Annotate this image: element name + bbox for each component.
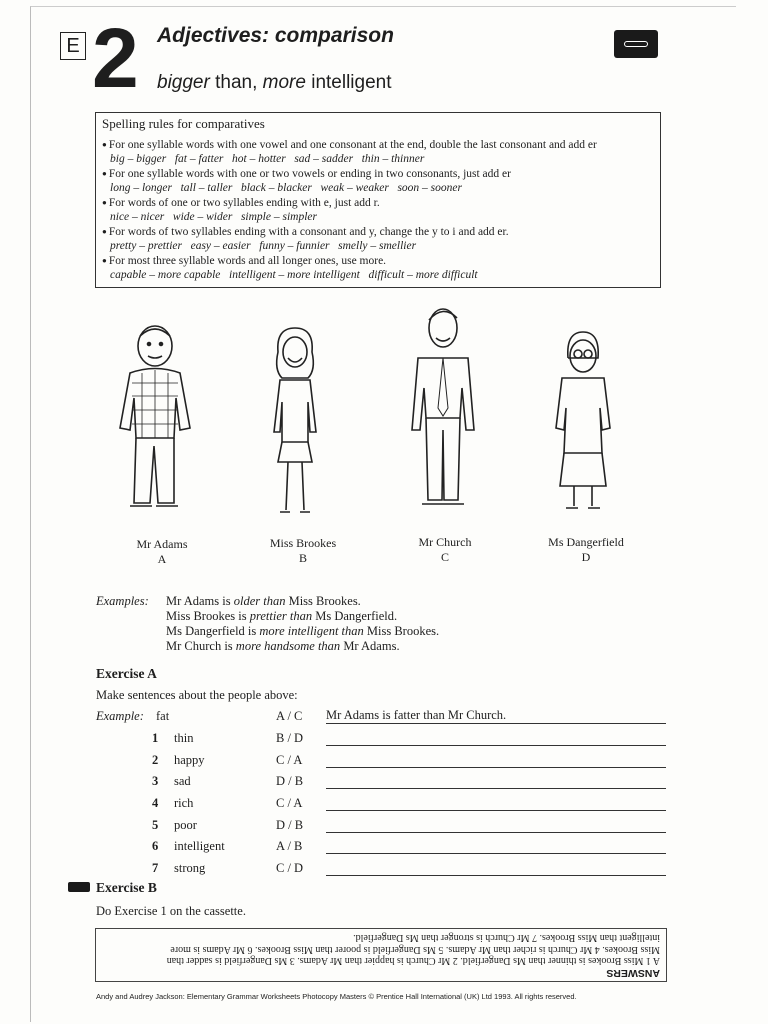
row-pair: C / A	[276, 796, 303, 810]
answers-line: intelligent than Miss Brookes. 7 Mr Church is stronger than Ms Dangerfield.	[353, 932, 660, 944]
row-pair: C / A	[276, 753, 303, 767]
answer-line[interactable]	[326, 810, 666, 811]
unit-number: 2	[92, 11, 137, 105]
exercise-b-instruction: Do Exercise 1 on the cassette.	[96, 904, 246, 918]
exercise-row	[96, 774, 666, 792]
answer-line[interactable]	[326, 875, 666, 876]
row-pair: D / B	[276, 818, 304, 832]
rule-examples: long – longer tall – taller black – blacker weak – weaker soon – sooner	[110, 182, 462, 194]
footer-copyright: Andy and Audrey Jackson: Elementary Grammar Worksheets Photocopy Masters © Prentice Hall International (UK) Ltd 1993. All rights reserved.	[96, 992, 577, 1001]
example-answer: Mr Adams is fatter than Mr Church.	[326, 708, 507, 722]
exercise-row	[96, 861, 666, 879]
row-number: 6	[152, 839, 159, 853]
example-sentence: Miss Brookes is prettier than Ms Dangerfield.	[166, 609, 398, 623]
person-name: Ms Dangerfield	[548, 535, 624, 549]
exercise-example-row	[96, 709, 666, 727]
answer-line[interactable]	[326, 853, 666, 854]
row-word: sad	[174, 774, 191, 788]
person-name: Mr Church	[418, 535, 472, 549]
subtitle-text-1: than,	[209, 72, 263, 93]
example-sentence: Mr Adams is older than Miss Brookes.	[166, 594, 361, 608]
exercise-row	[96, 818, 666, 836]
cassette-icon	[614, 30, 658, 58]
illustration-mr-church	[398, 300, 488, 518]
example-pair: A / C	[276, 709, 303, 723]
row-number: 1	[152, 731, 159, 745]
answer-line	[326, 723, 666, 724]
unit-letter-box: E	[60, 32, 86, 60]
person-letter: D	[581, 550, 591, 564]
answers-heading: ANSWERS	[606, 967, 660, 979]
row-word: strong	[174, 861, 206, 875]
example-sentence: Mr Church is more handsome than Mr Adams.	[166, 639, 400, 653]
illustration-miss-brookes	[250, 322, 340, 522]
rule-text: ● For words of two syllables ending with a consonant and y, change the y to i and add er.	[102, 225, 654, 240]
answers-line: Miss Brookes. 4 Mr Church is richer than Mr Adams. 5 Ms Dangerfield is poorer than Miss Brookes. 6 Mr Adams is more	[170, 944, 660, 955]
example-label: Example:	[96, 709, 144, 723]
rule-examples: capable – more capable intelligent – more intelligent difficult – more difficult	[110, 269, 478, 281]
row-word: rich	[174, 796, 194, 810]
row-number: 3	[152, 774, 159, 788]
exercise-a-instruction: Make sentences about the people above:	[96, 688, 298, 702]
exercise-a-heading: Exercise A	[96, 666, 157, 681]
answer-line[interactable]	[326, 745, 666, 746]
rule-examples: nice – nicer wide – wider simple – simpler	[110, 211, 317, 223]
spelling-rules-box	[95, 112, 661, 288]
rule-examples: pretty – prettier easy – easier funny – funnier smelly – smellier	[110, 240, 417, 252]
illustration-ms-dangerfield	[538, 328, 628, 518]
row-word: intelligent	[174, 839, 225, 853]
subtitle-italic-2: more	[262, 72, 306, 93]
exercise-row	[96, 731, 666, 749]
example-word: fat	[156, 709, 170, 723]
answer-line[interactable]	[326, 767, 666, 768]
subtitle-italic-1: bigger	[157, 72, 210, 93]
rule-text: ● For one syllable words with one or two vowels or ending in two consonants, just add er	[102, 167, 654, 182]
person-name: Mr Adams	[136, 537, 188, 551]
exercise-b-heading: Exercise B	[96, 880, 157, 895]
person-letter: A	[157, 552, 167, 566]
rule-examples: big – bigger fat – fatter hot – hotter sad – sadder thin – thinner	[110, 153, 425, 165]
exercise-row	[96, 753, 666, 771]
example-sentence: Ms Dangerfield is more intelligent than Miss Brookes.	[166, 624, 440, 638]
person-letter: C	[440, 550, 449, 564]
person-name: Miss Brookes	[269, 536, 337, 550]
answer-line[interactable]	[326, 788, 666, 789]
answers-line: A 1 Miss Brookes is thinner than Ms Dangerfield. 2 Mr Church is happier than Mr Adams. 3 Ms Dangerfield is sadder than	[166, 955, 660, 967]
subtitle-text-2: intelligent	[305, 72, 392, 93]
row-word: poor	[174, 818, 197, 832]
illustration-mr-adams	[100, 318, 210, 518]
row-pair: D / B	[276, 774, 304, 788]
row-number: 7	[152, 861, 159, 875]
row-number: 5	[152, 818, 159, 832]
exercise-row	[96, 796, 666, 814]
row-number: 2	[152, 753, 159, 767]
rule-text: ● For one syllable words with one vowel and one consonant at the end, double the last consonant and add er	[102, 138, 654, 153]
row-word: thin	[174, 731, 194, 745]
row-pair: C / D	[276, 861, 304, 875]
row-number: 4	[152, 796, 159, 810]
rule-text: ● For words of one or two syllables ending with e, just add r.	[102, 196, 654, 211]
answers-box	[95, 928, 667, 982]
examples-label: Examples:	[96, 594, 149, 608]
row-pair: A / B	[276, 839, 303, 853]
page-subtitle	[157, 72, 392, 94]
cassette-small-icon	[68, 882, 90, 892]
examples-block	[96, 594, 596, 656]
answer-line[interactable]	[326, 832, 666, 833]
rule-text: ● For most three syllable words and all longer ones, use more.	[102, 254, 654, 269]
row-word: happy	[174, 753, 205, 767]
rules-title: Spelling rules for comparatives	[102, 116, 265, 131]
page-title: Adjectives: comparison	[157, 24, 394, 47]
exercise-row	[96, 839, 666, 857]
row-pair: B / D	[276, 731, 304, 745]
person-letter: B	[298, 551, 307, 565]
